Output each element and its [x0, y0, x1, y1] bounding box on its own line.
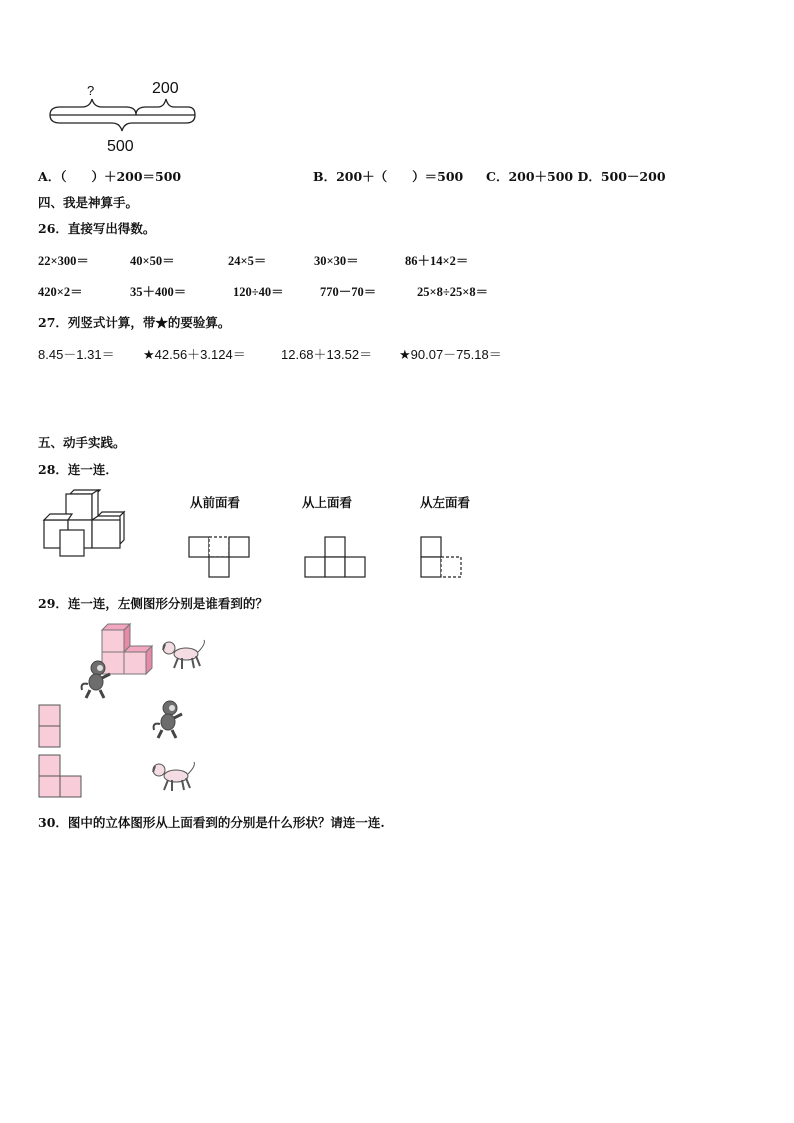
monkey-icon[interactable] [150, 700, 188, 740]
view-label-top: 从上面看 [302, 495, 353, 510]
q26-row1-item: 22×300＝ [38, 254, 89, 268]
q26-row1-item: 40×50＝ [130, 254, 175, 268]
dog-icon [160, 638, 208, 672]
unknown-label: ? [87, 83, 95, 98]
q27-title: 27．列竖式计算，带★的要验算。 [38, 315, 231, 330]
view-label-front: 从前面看 [190, 495, 241, 510]
q26-row2-item: 35＋400＝ [130, 285, 187, 299]
bottom-brace [50, 115, 195, 131]
top-brace-left [50, 99, 136, 115]
part-label: 200 [152, 80, 179, 97]
monkey-icon [78, 660, 116, 700]
q26-row1-item: 86＋14×2＝ [405, 254, 469, 268]
q29-shape-1[interactable] [38, 704, 62, 748]
top-brace-right [136, 99, 195, 115]
q28-shape-3[interactable] [420, 536, 464, 580]
q26-row2-item: 25×8÷25×8＝ [417, 285, 489, 299]
q26-row2-item: 120÷40＝ [233, 285, 284, 299]
q27-item: ★90.07－75.18＝ [399, 347, 502, 362]
view-label-left: 从左面看 [420, 495, 471, 510]
option-c-d[interactable]: C．200＋500 D．500－200 [486, 169, 666, 184]
section-4-title: 四、我是神算手。 [38, 195, 139, 210]
q28-shape-2[interactable] [304, 536, 368, 580]
option-a[interactable]: A．（ ）＋200＝500 [38, 169, 182, 184]
q28-title: 28．连一连． [38, 462, 118, 477]
q26-title: 26．直接写出得数。 [38, 221, 156, 236]
q30-title: 30．图中的立体图形从上面看到的分别是什么形状？请连一连. [38, 815, 385, 830]
q26-row2-item: 420×2＝ [38, 285, 83, 299]
section-5-title: 五、动手实践。 [38, 435, 126, 450]
q28-solid-figure [40, 490, 130, 560]
q26-row1-item: 24×5＝ [228, 254, 267, 268]
q26-row1-item: 30×30＝ [314, 254, 359, 268]
total-label: 500 [107, 138, 134, 155]
dog-icon[interactable] [150, 760, 198, 794]
q27-item: 8.45－1.31＝ [38, 347, 115, 362]
q29-shape-2[interactable] [38, 754, 84, 798]
q29-title: 29．连一连，左侧图形分别是谁看到的？ [38, 596, 268, 611]
q28-shape-1[interactable] [188, 536, 252, 580]
q26-row2-item: 770－70＝ [320, 285, 377, 299]
option-b[interactable]: B．200＋（ ）＝500 [313, 169, 464, 184]
q27-item: 12.68＋13.52＝ [281, 347, 373, 362]
q27-item: ★42.56＋3.124＝ [143, 347, 246, 362]
